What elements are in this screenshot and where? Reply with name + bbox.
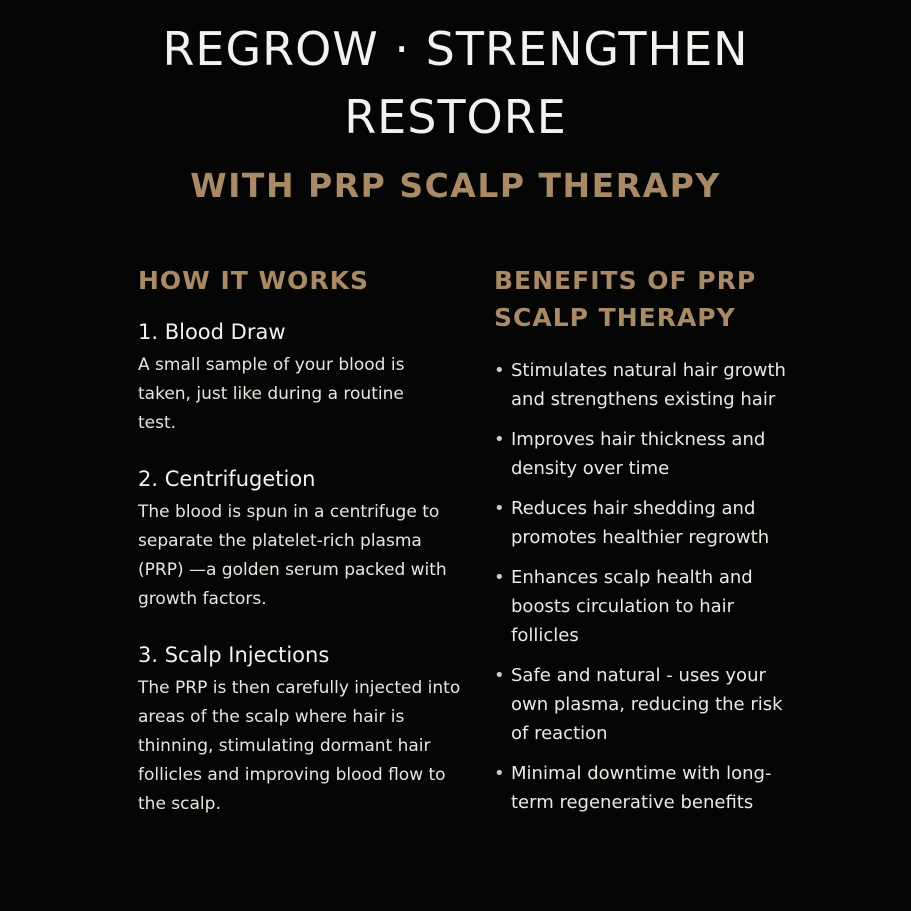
- bullet-icon: •: [494, 429, 505, 450]
- benefit-text: Improves hair thickness and density over time: [511, 429, 766, 479]
- benefit-text: Safe and natural - uses your own plasma, reducing the risk of reaction: [511, 665, 783, 744]
- bullet-icon: •: [494, 665, 505, 686]
- step-text: The PRP is then carefully injected into areas of the scalp where hair is thinning, stimulating dormant hair follicles and improving blood flow to the scalp.: [138, 678, 461, 814]
- step-title: 2. Centrifugetion: [138, 467, 316, 491]
- step-text: The blood is spun in a centrifuge to separate the platelet-rich plasma (PRP) —a golden serum packed with growth factors.: [138, 502, 447, 609]
- bullet-icon: •: [494, 360, 505, 381]
- benefits-heading: BENEFITS OF PRP SCALP THERAPY: [494, 266, 757, 332]
- benefit-text: Reduces hair shedding and promotes healthier regrowth: [511, 498, 770, 548]
- benefit-item: [494, 563, 804, 650]
- step-text: A small sample of your blood is taken, just like during a routine test.: [138, 355, 405, 433]
- how-it-works-heading: HOW IT WORKS: [138, 266, 369, 295]
- benefits-list: [494, 356, 804, 817]
- headline-line-2: RESTORE: [344, 90, 567, 144]
- benefit-text: Minimal downtime with long-term regenerative benefits: [511, 763, 772, 813]
- step-title: 3. Scalp Injections: [138, 643, 330, 667]
- step-scalp-injections: [138, 640, 478, 819]
- headline-line-1: REGROW · STRENGTHEN: [162, 22, 749, 76]
- bullet-icon: •: [494, 763, 505, 784]
- step-blood-draw: [138, 317, 478, 438]
- step-centrifugation: [138, 464, 478, 614]
- benefit-text: Stimulates natural hair growth and strengthens existing hair: [511, 360, 786, 410]
- bullet-icon: •: [494, 498, 505, 519]
- step-title: 1. Blood Draw: [138, 320, 286, 344]
- benefit-item: [494, 759, 804, 817]
- benefit-item: [494, 356, 804, 414]
- benefit-item: [494, 425, 804, 483]
- subtitle: WITH PRP SCALP THERAPY: [190, 166, 721, 205]
- bullet-icon: •: [494, 567, 505, 588]
- benefit-text: Enhances scalp health and boosts circulation to hair follicles: [511, 567, 753, 646]
- benefit-item: [494, 661, 804, 748]
- benefits-column: [494, 262, 804, 828]
- benefit-item: [494, 494, 804, 552]
- how-it-works-column: [138, 262, 478, 819]
